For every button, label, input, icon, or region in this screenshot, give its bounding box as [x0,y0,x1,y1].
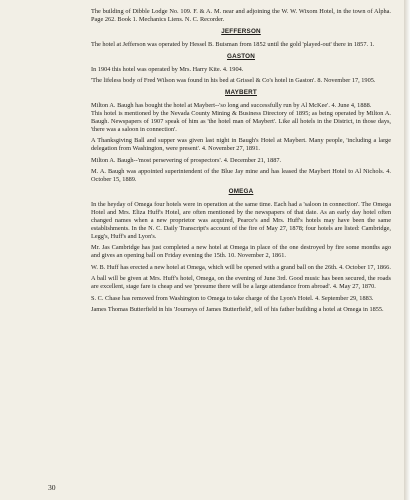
paragraph: A Thanksgiving Ball and supper was given last night in Baugh's Hotel at Maybert. Many people, 'including a large delegation from Washington, were present'. 4. November 27, 1891. [91,137,391,153]
page-number: 30 [48,483,56,492]
paragraph: The hotel at Jefferson was operated by Hessel B. Buisman from 1852 until the gold 'played-out' there in 1857. 1. [91,40,375,48]
section-heading-text: GASTON [226,52,256,60]
paragraph: In the heyday of Omega four hotels were in operation at the same time. Each had a 'saloon in connection'. The Omega Hotel and Mrs. Eliza Huff's Hotel, are often mentioned by the newspapers of that date. As an early day hotel often changed names when a new proprietor was acquired, Pearce's and Mrs. Huff's hotels may have been the same establishments. In the N. C. Daily Transcript's account of the fire of May 27, 1878; four hotels are listed: Cambridge, Legg's, Huff's and Lyon's. [91,201,391,240]
paragraph: Milton A. Baugh has bought the hotel at Maybert--'so long and successfully run by Al McKee'. 4. June 4, 1888. This hotel is mentioned by the Nevada County Mining & Business Directory of 1895; as being operated by Milton A. Baugh. Newspapers of 1907 speak of him as 'the hotel man of Maybert'. Like all hotels in the District, in those days, 'there was a saloon in connection'. [91,101,391,133]
section-heading [91,89,391,97]
paragraph: Milton A. Baugh--'most persevering of prospectors'. 4. December 21, 1887. [91,156,282,164]
paragraph: The building of Dibble Lodge No. 109. F. & A. M. near and adjoining the W. W. Wixom Hotel, in the town of Alpha. Page 262. Book 1. Mechanics Liens. N. C. Recorder. [91,8,391,23]
section-heading-text: OMEGA [228,188,254,196]
paragraph: M. A. Baugh was appointed superintendent of the Blue Jay mine and has leased the Maybert Hotel to Al Nichols. 4. October 15, 1889. [91,168,391,184]
section-heading [91,53,391,61]
paragraph: A ball will be given at Mrs. Huff's hotel, Omega, on the evening of June 3rd. Good music has been secured, the roads are excellent, stage fare is cheap and we 'presume there will be a large attendance from abroad'. 4. May 27, 1870. [91,275,391,291]
paragraph: W. B. Huff has erected a new hotel at Omega, which will be opened with a grand ball on the 26th. 4. October 17, 1866. [91,263,391,271]
page-edge [404,0,410,500]
page-content [91,8,391,318]
paragraph: 'The lifeless body of Fred Wilson was found in his bed at Grissel & Co's hotel in Gaston'. 8. November 17, 1905. [91,77,376,85]
section-heading-text: MAYBERT [225,89,257,97]
paragraph: James Thomas Butterfield in his 'Journeys of James Butterfield', tell of his father building a hotel at Omega in 1855. [91,306,384,314]
section-heading [91,28,391,36]
section-heading-text: JEFFERSON [221,27,261,35]
paragraph: In 1904 this hotel was operated by Mrs. Harry Kite. 4. 1904. [91,65,244,73]
paragraph: Mr. Jas Cambridge has just completed a new hotel at Omega in place of the one destroyed by fire some months ago and gives an opening ball on Friday evening the 15th. 10. November 2, 1861. [91,244,391,260]
section-heading [91,188,391,196]
paragraph: S. C. Chase has removed from Washington to Omega to take charge of the Lyon's Hotel. 4. September 29, 1883. [91,294,374,302]
